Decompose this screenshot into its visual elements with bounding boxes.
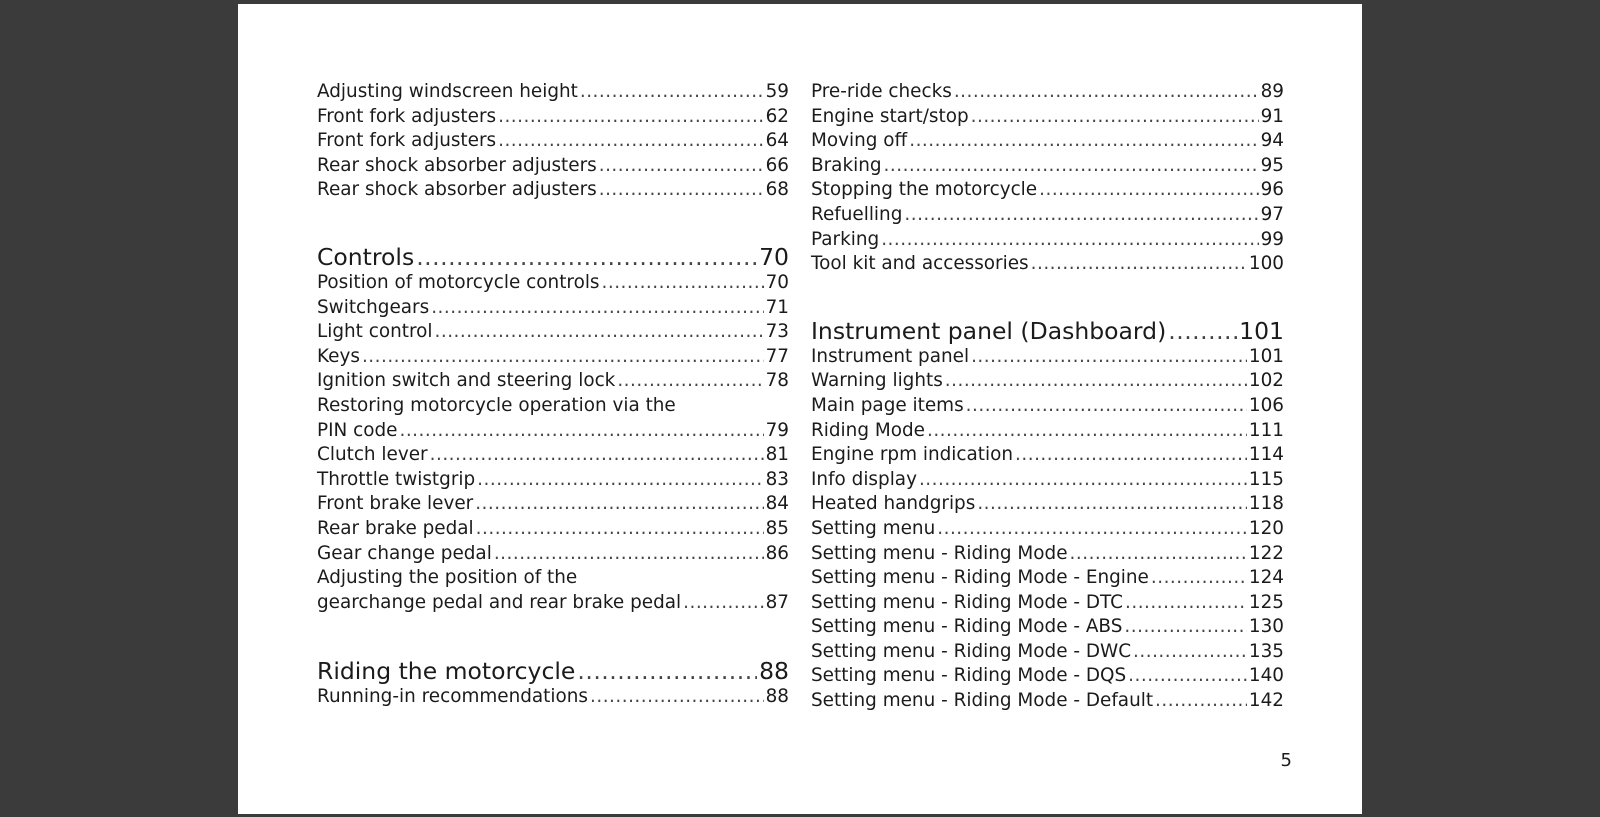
toc-entry[interactable]: Front fork adjusters ..... 62 xyxy=(317,105,789,130)
toc-left-column xyxy=(317,80,789,710)
toc-entry[interactable]: gearchange pedal and rear brake pedal ..... 87 xyxy=(317,591,789,616)
toc-entry-wrapped-line[interactable]: Restoring motorcycle operation via the xyxy=(317,394,676,416)
toc-entry[interactable]: Heated handgrips ..... 118 xyxy=(811,492,1284,517)
toc-entry[interactable]: Engine start/stop ..... 91 xyxy=(811,105,1284,130)
toc-entry[interactable]: Setting menu - Riding Mode - DTC ..... 125 xyxy=(811,591,1284,616)
toc-entry[interactable]: Running-in recommendations ..... 88 xyxy=(317,685,789,710)
toc-entry[interactable]: Braking ..... 95 xyxy=(811,154,1284,179)
toc-entry[interactable]: Keys ..... 77 xyxy=(317,345,789,370)
toc-entry[interactable]: Rear shock absorber adjusters ..... 66 xyxy=(317,154,789,179)
toc-entry[interactable]: Front fork adjusters ..... 64 xyxy=(317,129,789,154)
toc-right-column xyxy=(811,80,1284,714)
toc-entry[interactable]: Light control ..... 73 xyxy=(317,320,789,345)
toc-entry[interactable]: Tool kit and accessories ..... 100 xyxy=(811,252,1284,277)
toc-group-adjusters xyxy=(317,80,789,203)
toc-entry[interactable]: Throttle twistgrip ..... 83 xyxy=(317,468,789,493)
toc-entry-wrapped-line[interactable]: Adjusting the position of the xyxy=(317,567,578,589)
toc-entry[interactable]: Ignition switch and steering lock ..... 78 xyxy=(317,369,789,394)
toc-entry[interactable]: Instrument panel ..... 101 xyxy=(811,345,1284,370)
toc-entry[interactable]: Rear shock absorber adjusters ..... 68 xyxy=(317,178,789,203)
toc-entry[interactable]: Main page items ..... 106 xyxy=(811,394,1284,419)
toc-entry[interactable]: Setting menu - Riding Mode - ABS ..... 130 xyxy=(811,615,1284,640)
toc-heading-controls[interactable]: Controls ..... 70 xyxy=(317,244,789,271)
toc-group-controls xyxy=(317,271,789,615)
toc-heading-riding[interactable]: Riding the motorcycle ..... 88 xyxy=(317,658,789,685)
toc-entry[interactable]: Engine rpm indication ..... 114 xyxy=(811,443,1284,468)
toc-entry[interactable]: Setting menu - Riding Mode - Default ..... 142 xyxy=(811,689,1284,714)
toc-entry[interactable]: Setting menu - Riding Mode - Engine ..... 124 xyxy=(811,566,1284,591)
toc-entry[interactable]: Parking ..... 99 xyxy=(811,228,1284,253)
toc-group-instrument xyxy=(811,345,1284,714)
toc-entry[interactable]: Stopping the motorcycle ..... 96 xyxy=(811,178,1284,203)
toc-entry[interactable]: Setting menu - Riding Mode ..... 122 xyxy=(811,542,1284,567)
toc-entry[interactable]: Setting menu - Riding Mode - DQS ..... 140 xyxy=(811,664,1284,689)
toc-heading-instrument-panel[interactable]: Instrument panel (Dashboard) ..... 101 xyxy=(811,318,1284,345)
toc-entry[interactable]: Clutch lever ..... 81 xyxy=(317,443,789,468)
toc-entry[interactable]: Position of motorcycle controls ..... 70 xyxy=(317,271,789,296)
toc-group-riding xyxy=(811,80,1284,277)
toc-entry[interactable]: Moving off ..... 94 xyxy=(811,129,1284,154)
toc-entry[interactable]: Adjusting windscreen height ..... 59 xyxy=(317,80,789,105)
toc-entry[interactable]: Warning lights ..... 102 xyxy=(811,369,1284,394)
toc-entry[interactable]: Pre-ride checks ..... 89 xyxy=(811,80,1284,105)
toc-entry[interactable]: Setting menu - Riding Mode - DWC ..... 135 xyxy=(811,640,1284,665)
document-page xyxy=(238,4,1362,814)
toc-entry[interactable]: Front brake lever ..... 84 xyxy=(317,492,789,517)
page-number: 5 xyxy=(1280,750,1292,771)
toc-entry[interactable]: Rear brake pedal ..... 85 xyxy=(317,517,789,542)
toc-entry[interactable]: PIN code ..... 79 xyxy=(317,419,789,444)
toc-entry[interactable]: Info display ..... 115 xyxy=(811,468,1284,493)
toc-entry[interactable]: Riding Mode ..... 111 xyxy=(811,419,1284,444)
toc-entry[interactable]: Setting menu ..... 120 xyxy=(811,517,1284,542)
toc-entry[interactable]: Gear change pedal ..... 86 xyxy=(317,542,789,567)
toc-entry[interactable]: Switchgears ..... 71 xyxy=(317,296,789,321)
toc-entry[interactable]: Refuelling ..... 97 xyxy=(811,203,1284,228)
